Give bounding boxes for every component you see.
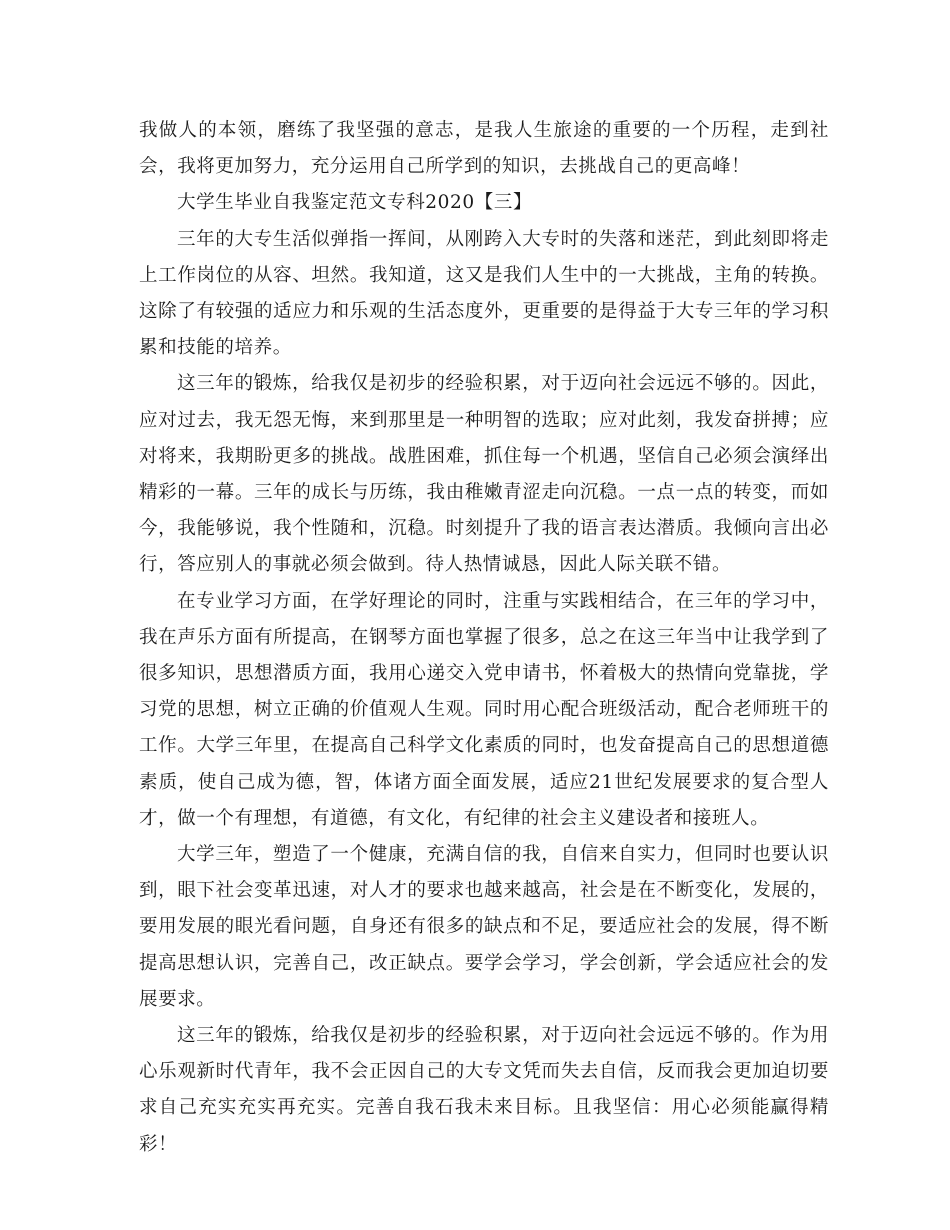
paragraph-continuation: 我做人的本领，磨练了我坚强的意志，是我人生旅途的重要的一个历程，走到社会，我将更加努力，充分运用自己所学到的知识，去挑战自己的更高峰！	[139, 120, 829, 178]
section-heading: 大学生毕业自我鉴定范文专科2020【三】	[177, 192, 533, 214]
paragraph: 在专业学习方面，在学好理论的同时，注重与实践相结合，在三年的学习中，我在声乐方面有所提高，在钢琴方面也掌握了很多，总之在这三年当中让我学到了很多知识，思想潜质方面，我用心递交入党申请书，怀着极大的热情向党靠拢，学习党的思想，树立正确的价值观人生观。同时用心配合班级活动，配合老师班干的工作。大学三年里，在提高自己科学文化素质的同时，也发奋提高自己的思想道德素质，使自己成为德，智，体诸方面全面发展，适应21世纪发展要求的复合型人才，做一个有理想，有道德，有文化，有纪律的社会主义建设者和接班人。	[139, 590, 829, 829]
document-page	[139, 113, 829, 1163]
paragraph: 这三年的锻炼，给我仅是初步的经验积累，对于迈向社会远远不够的。因此，应对过去，我无怨无悔，来到那里是一种明智的选取；应对此刻，我发奋拼搏；应对将来，我期盼更多的挑战。战胜困难，抓住每一个机遇，坚信自己必须会演绎出精彩的一幕。三年的成长与历练，我由稚嫩青涩走向沉稳。一点一点的转变，而如今，我能够说，我个性随和，沉稳。时刻提升了我的语言表达潜质。我倾向言出必行，答应别人的事就必须会做到。待人热情诚恳，因此人际关联不错。	[139, 373, 829, 576]
paragraph: 这三年的锻炼，给我仅是初步的经验积累，对于迈向社会远远不够的。作为用心乐观新时代青年，我不会正因自己的大专文凭而失去自信，反而我会更加迫切要求自己充实充实再充实。完善自我石我未来目标。且我坚信：用心必须能赢得精彩！	[139, 1025, 829, 1155]
paragraph: 大学三年，塑造了一个健康，充满自信的我，自信来自实力，但同时也要认识到，眼下社会变革迅速，对人才的要求也越来越高，社会是在不断变化，发展的，要用发展的眼光看问题，自身还有很多的缺点和不足，要适应社会的发展，得不断提高思想认识，完善自己，改正缺点。要学会学习，学会创新，学会适应社会的发展要求。	[139, 844, 829, 1010]
paragraph: 三年的大专生活似弹指一挥间，从刚跨入大专时的失落和迷茫，到此刻即将走上工作岗位的从容、坦然。我知道，这又是我们人生中的一大挑战，主角的转换。这除了有较强的适应力和乐观的生活态度外，更重要的是得益于大专三年的学习积累和技能的培养。	[139, 228, 829, 359]
